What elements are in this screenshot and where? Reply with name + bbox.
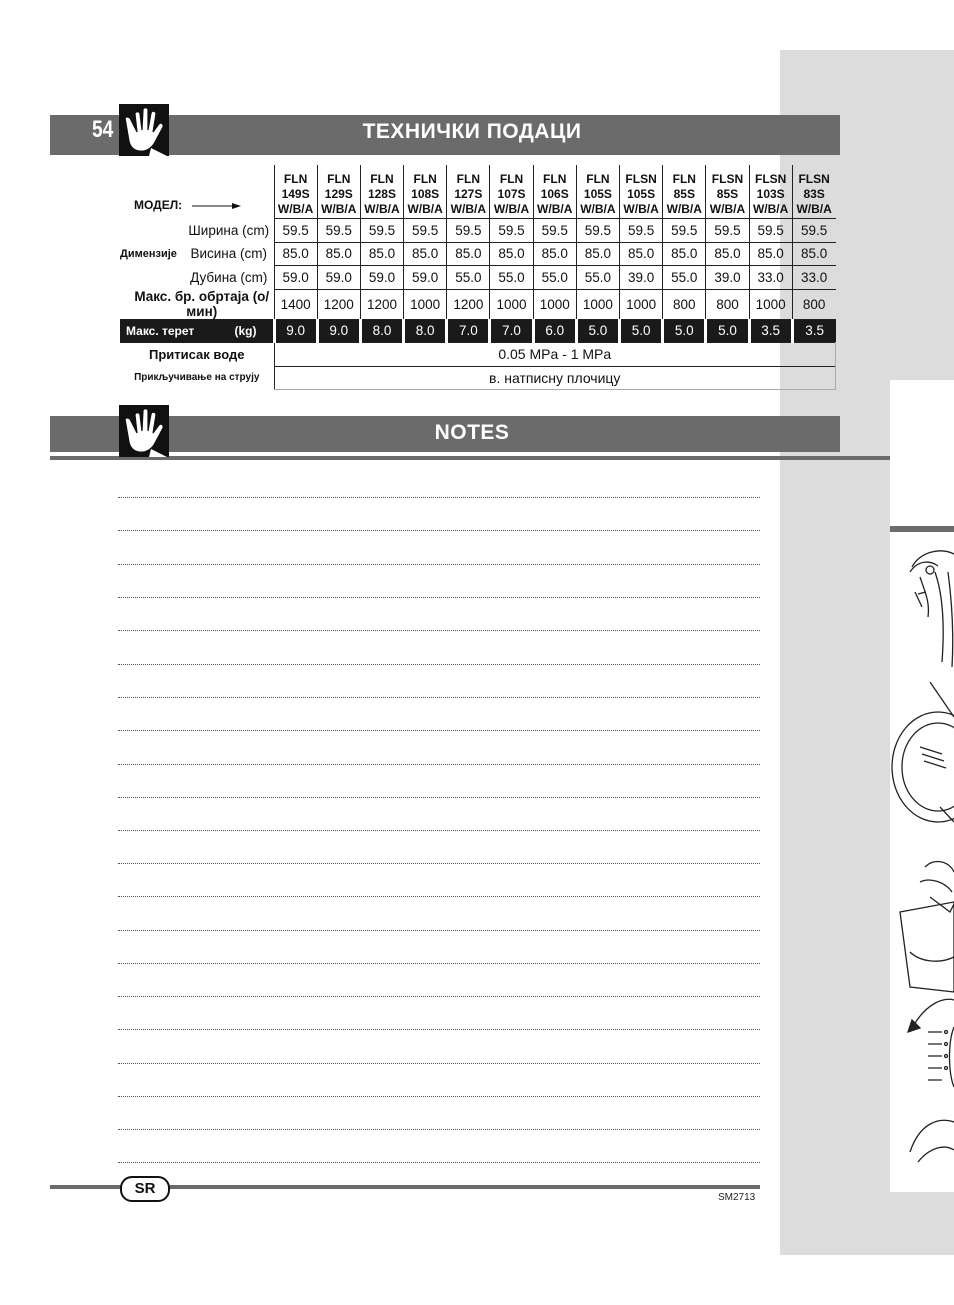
spin-value: 1000 — [749, 289, 792, 319]
note-line — [118, 1129, 760, 1130]
width-row — [120, 219, 836, 243]
note-line — [118, 1096, 760, 1097]
dimensions-label: Димензије — [120, 247, 177, 260]
note-line — [118, 830, 760, 831]
spin-label: Макс. бр. обртаја (о/мин) — [134, 289, 270, 319]
height-value: 85.0 — [404, 242, 447, 266]
spin-value: 1400 — [274, 289, 317, 319]
depth-value: 39.0 — [706, 266, 749, 290]
width-value: 59.5 — [663, 219, 706, 243]
note-line — [118, 530, 760, 531]
model-col-header: FLN 149S W/B/A — [274, 165, 317, 219]
height-value: 85.0 — [274, 242, 317, 266]
spin-value: 1000 — [576, 289, 619, 319]
notes-section-title: NOTES — [434, 421, 510, 444]
table-header-row — [120, 165, 836, 219]
note-line — [118, 664, 760, 665]
height-value: 85.0 — [792, 242, 835, 266]
width-value: 59.5 — [447, 219, 490, 243]
load-value: 8.0 — [404, 319, 447, 343]
page-number: 54 — [92, 116, 114, 143]
note-line — [118, 1029, 760, 1030]
water-row — [120, 343, 836, 367]
spin-value: 1000 — [533, 289, 576, 319]
height-value: 85.0 — [620, 242, 663, 266]
height-value: 85.0 — [360, 242, 403, 266]
height-value: 85.0 — [576, 242, 619, 266]
note-line — [118, 1162, 760, 1163]
note-line — [118, 996, 760, 997]
spin-value: 800 — [706, 289, 749, 319]
note-line — [118, 930, 760, 931]
load-label: Макс. терет — [126, 323, 195, 338]
width-value: 59.5 — [792, 219, 835, 243]
load-value: 8.0 — [360, 319, 403, 343]
spin-value: 1200 — [360, 289, 403, 319]
width-value: 59.5 — [404, 219, 447, 243]
power-value: в. натписну плочицу — [274, 366, 836, 390]
depth-value: 55.0 — [490, 266, 533, 290]
load-label-cell — [120, 319, 274, 343]
depth-value: 59.0 — [274, 266, 317, 290]
power-row — [120, 366, 836, 390]
model-col-header: FLSN 103S W/B/A — [749, 165, 792, 219]
height-value: 85.0 — [706, 242, 749, 266]
spin-row — [120, 289, 836, 319]
width-value: 59.5 — [317, 219, 360, 243]
width-value: 59.5 — [706, 219, 749, 243]
model-label: МОДЕЛ: — [134, 197, 183, 212]
load-value: 6.0 — [533, 319, 576, 343]
model-col-header: FLN 127S W/B/A — [447, 165, 490, 219]
model-col-header: FLN 128S W/B/A — [360, 165, 403, 219]
depth-value: 33.0 — [792, 266, 835, 290]
note-line — [118, 597, 760, 598]
height-label: Висина (cm) — [190, 246, 268, 262]
depth-value: 33.0 — [749, 266, 792, 290]
model-col-header: FLN 108S W/B/A — [404, 165, 447, 219]
note-line — [118, 863, 760, 864]
load-value: 5.0 — [663, 319, 706, 343]
width-label: Ширина (cm) — [188, 222, 270, 238]
water-label: Притисак воде — [149, 346, 245, 362]
height-value: 85.0 — [749, 242, 792, 266]
note-line — [118, 497, 760, 498]
depth-value: 55.0 — [533, 266, 576, 290]
note-line — [118, 797, 760, 798]
load-unit: (kg) — [234, 323, 257, 338]
depth-value: 55.0 — [663, 266, 706, 290]
depth-value: 55.0 — [447, 266, 490, 290]
note-line — [118, 1063, 760, 1064]
width-value: 59.5 — [360, 219, 403, 243]
document-code: SM2713 — [718, 1192, 756, 1203]
model-col-header: FLN 129S W/B/A — [317, 165, 360, 219]
model-label-cell — [120, 165, 274, 219]
spin-value: 800 — [663, 289, 706, 319]
height-value: 85.0 — [533, 242, 576, 266]
height-value: 85.0 — [663, 242, 706, 266]
water-value: 0.05 MPa - 1 MPa — [274, 343, 836, 367]
width-value: 59.5 — [274, 219, 317, 243]
power-label: Прикључивање на струју — [134, 372, 260, 384]
spin-value: 800 — [792, 289, 835, 319]
note-line — [118, 896, 760, 897]
model-col-header: FLSN 83S W/B/A — [792, 165, 835, 219]
note-line — [118, 764, 760, 765]
load-value: 9.0 — [274, 319, 317, 343]
note-line — [118, 630, 760, 631]
load-value: 5.0 — [620, 319, 663, 343]
model-col-header: FLSN 85S W/B/A — [706, 165, 749, 219]
width-value: 59.5 — [490, 219, 533, 243]
tech-section-title: ТЕХНИЧКИ ПОДАЦИ — [362, 120, 582, 143]
height-value: 85.0 — [317, 242, 360, 266]
spin-value: 1200 — [447, 289, 490, 319]
width-value: 59.5 — [620, 219, 663, 243]
depth-value: 59.0 — [317, 266, 360, 290]
note-line — [118, 564, 760, 565]
load-row — [120, 319, 836, 343]
side-panel-gap — [890, 380, 954, 530]
depth-row — [120, 266, 836, 290]
depth-value: 59.0 — [360, 266, 403, 290]
arrow-right-icon — [192, 198, 242, 213]
height-value: 85.0 — [490, 242, 533, 266]
spin-value: 1000 — [404, 289, 447, 319]
specs-table — [120, 165, 836, 390]
height-value: 85.0 — [447, 242, 490, 266]
width-value: 59.5 — [533, 219, 576, 243]
note-line — [118, 697, 760, 698]
load-value: 5.0 — [576, 319, 619, 343]
depth-value: 39.0 — [620, 266, 663, 290]
model-col-header: FLN 85S W/B/A — [663, 165, 706, 219]
width-value: 59.5 — [576, 219, 619, 243]
note-line — [118, 730, 760, 731]
depth-value: 59.0 — [404, 266, 447, 290]
load-value: 3.5 — [749, 319, 792, 343]
model-col-header: FLN 105S W/B/A — [576, 165, 619, 219]
spin-value: 1000 — [490, 289, 533, 319]
height-row — [120, 242, 836, 266]
load-value: 5.0 — [706, 319, 749, 343]
depth-label: Дубина (cm) — [190, 269, 268, 285]
notes-header-underline — [50, 456, 890, 460]
model-col-header: FLN 107S W/B/A — [490, 165, 533, 219]
depth-value: 55.0 — [576, 266, 619, 290]
spin-value: 1200 — [317, 289, 360, 319]
washing-machine-illustrations — [890, 532, 954, 1192]
note-line — [118, 963, 760, 964]
model-col-header: FLSN 105S W/B/A — [620, 165, 663, 219]
load-value: 9.0 — [317, 319, 360, 343]
spin-value: 1000 — [620, 289, 663, 319]
width-value: 59.5 — [749, 219, 792, 243]
model-col-header: FLN 106S W/B/A — [533, 165, 576, 219]
language-badge: SR — [120, 1176, 170, 1202]
load-value: 7.0 — [447, 319, 490, 343]
load-value: 3.5 — [792, 319, 835, 343]
load-value: 7.0 — [490, 319, 533, 343]
